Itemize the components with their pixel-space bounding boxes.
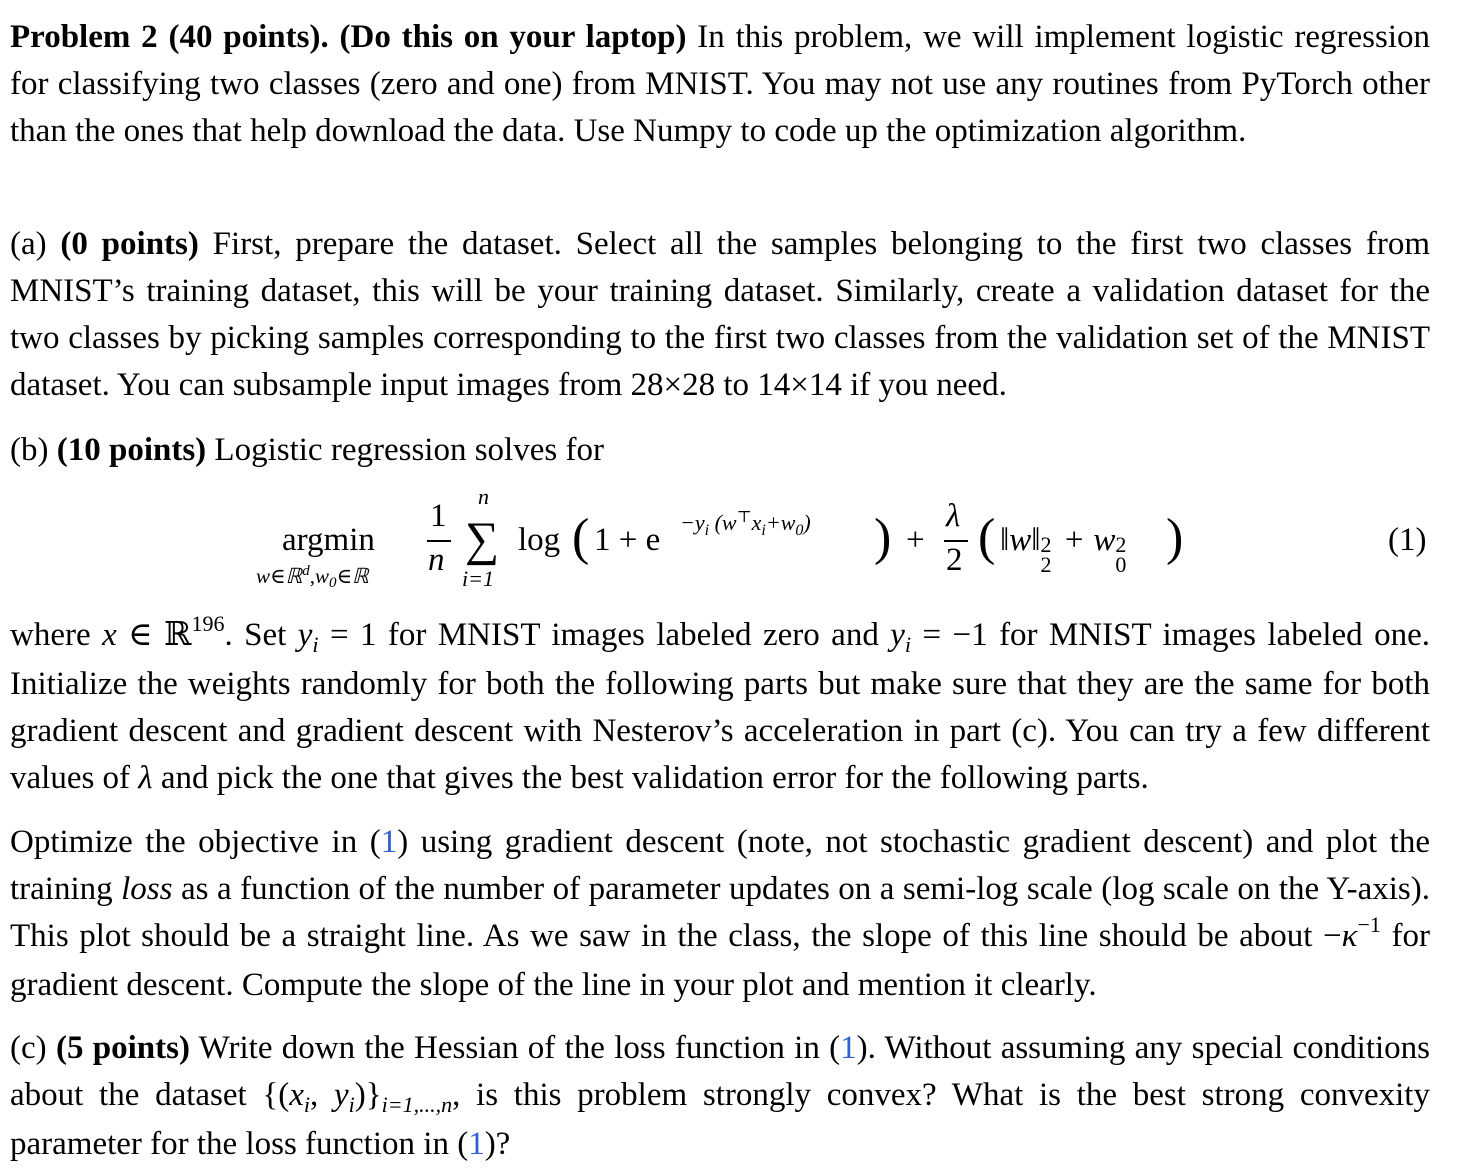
equation-1: [0, 480, 1470, 600]
two-denominator: 2: [946, 542, 963, 578]
part-c-x: x: [289, 1077, 304, 1113]
left-paren-large: (: [572, 509, 590, 566]
part-a-points: (0 points): [60, 226, 199, 262]
part-b-lead: [10, 427, 1430, 474]
p3-b: ) using gradient descent (note, not stochastic gradient descent) and plot the training: [10, 824, 1430, 907]
problem-intro: [10, 14, 1430, 155]
sum-lower-limit: i=1: [462, 566, 494, 591]
plus-sign: +: [906, 522, 925, 558]
p2-lambda: λ: [138, 760, 153, 796]
p2-start: where: [10, 617, 103, 653]
laptop-note: (Do this on your laptop): [339, 19, 687, 55]
exponent: $-y_i$ $(w^⊤x_i+w_0)$: [680, 509, 811, 539]
p3-sup: −1: [1357, 912, 1381, 937]
part-c-comma: ,: [310, 1077, 334, 1113]
intro-text: In this problem, we will implement logistic regression for classifying two classes (zero and one) from MNIST. You may not use any routines from PyTorch other than the ones that help download the data. Use Numpy to code up the optimization algorithm.: [10, 19, 1430, 149]
part-c: [10, 1025, 1430, 1168]
p3-a: Optimize the objective in (: [10, 824, 381, 860]
right-paren-2: ): [1166, 509, 1184, 566]
p3-loss: loss: [121, 871, 173, 907]
p2-mid: = 1 for MNIST images labeled zero and: [318, 617, 891, 653]
p2-x: x: [102, 617, 117, 653]
equation-ref-link[interactable]: 1: [840, 1030, 857, 1066]
part-c-text-b: ). Without assuming any special conditions about the dataset {(: [10, 1030, 1431, 1113]
log: log: [518, 522, 561, 558]
equation-ref-link[interactable]: 1: [468, 1126, 485, 1162]
fraction-denominator: n: [428, 542, 445, 578]
part-c-points: (5 points): [55, 1030, 190, 1066]
p2-rest2: and pick the one that gives the best validation error for the following parts.: [152, 760, 1149, 796]
equation-number: (1): [1388, 522, 1427, 558]
fraction-numerator: 1: [430, 498, 447, 534]
p2-yi: i: [312, 632, 319, 657]
part-b-paragraph-2: [10, 612, 1430, 802]
part-c-text-a: Write down the Hessian of the loss function in (: [198, 1030, 841, 1066]
p2-y2: y: [890, 617, 905, 653]
part-c-set-sub: i=1,...,n: [381, 1092, 453, 1117]
p2-y2i: i: [904, 632, 912, 657]
p2-set: . Set: [224, 617, 298, 653]
part-b-label: (b): [10, 432, 49, 468]
part-a: [10, 221, 1430, 409]
part-c-yi: i: [348, 1092, 355, 1117]
part-b-lead-text: Logistic regression solves for: [214, 432, 604, 468]
part-b-points: (10 points): [56, 432, 207, 468]
equation-ref-link[interactable]: 1: [380, 824, 398, 860]
norm-term: ‖w‖ 2 2 + w 2 0: [1000, 522, 1127, 577]
part-a-label: (a): [10, 226, 47, 262]
sum-upper-limit: n: [478, 484, 489, 509]
part-c-xi: i: [303, 1092, 311, 1117]
part-c-text-c: , is this problem strongly convex? What is the best strong convexity parameter for the loss function in (: [10, 1077, 1430, 1162]
part-b-paragraph-3: [10, 819, 1430, 1009]
p3-d: for gradient descent. Compute the slope of the line in your plot and mention it clearly.: [10, 918, 1430, 1003]
p2-y: y: [297, 617, 313, 653]
problem-heading: Problem 2 (40 points).: [10, 19, 329, 55]
part-c-label: (c): [10, 1030, 47, 1066]
part-c-set-close: )}: [354, 1077, 382, 1113]
argmin: argmin: [282, 522, 375, 558]
argmin-subscript: w∈ℝ$^d$,w0∈ℝ: [256, 563, 369, 591]
part-c-text-d: )?: [484, 1126, 511, 1162]
sum-sign: ∑: [465, 513, 500, 566]
one-plus-e: 1 + e: [594, 522, 661, 558]
part-a-text: First, prepare the dataset. Select all the samples belonging to the first two classes from MNIST’s training dataset, this will be your training dataset. Similarly, create a validation dataset for the two classes by picking samples corresponding to the first two classes from the validation set of the MNIST dataset. You can subsample input images from 28×28 to 14×14 if you need.: [10, 226, 1431, 403]
p2-in: ∈ ℝ: [116, 617, 192, 653]
p2-sup: 196: [191, 611, 225, 636]
right-paren-large: ): [874, 509, 892, 566]
p3-c: as a function of the number of parameter updates on a semi-log scale (log scale on the Y-axis). This plot should be a straight line. As we saw in the class, the slope of this line should be about −: [10, 871, 1430, 954]
left-paren-2: (: [978, 509, 996, 566]
p2-rest1: = −1 for MNIST images labeled one. Initialize the weights randomly for both the following parts but make sure that they are the same for both gradient descent and gradient descent with Nesterov’s acceleration in part (c). You can try a few different values of: [10, 617, 1430, 796]
part-c-y: y: [333, 1077, 349, 1113]
p3-kappa: κ: [1341, 918, 1358, 954]
lambda-numerator: λ: [946, 498, 961, 534]
